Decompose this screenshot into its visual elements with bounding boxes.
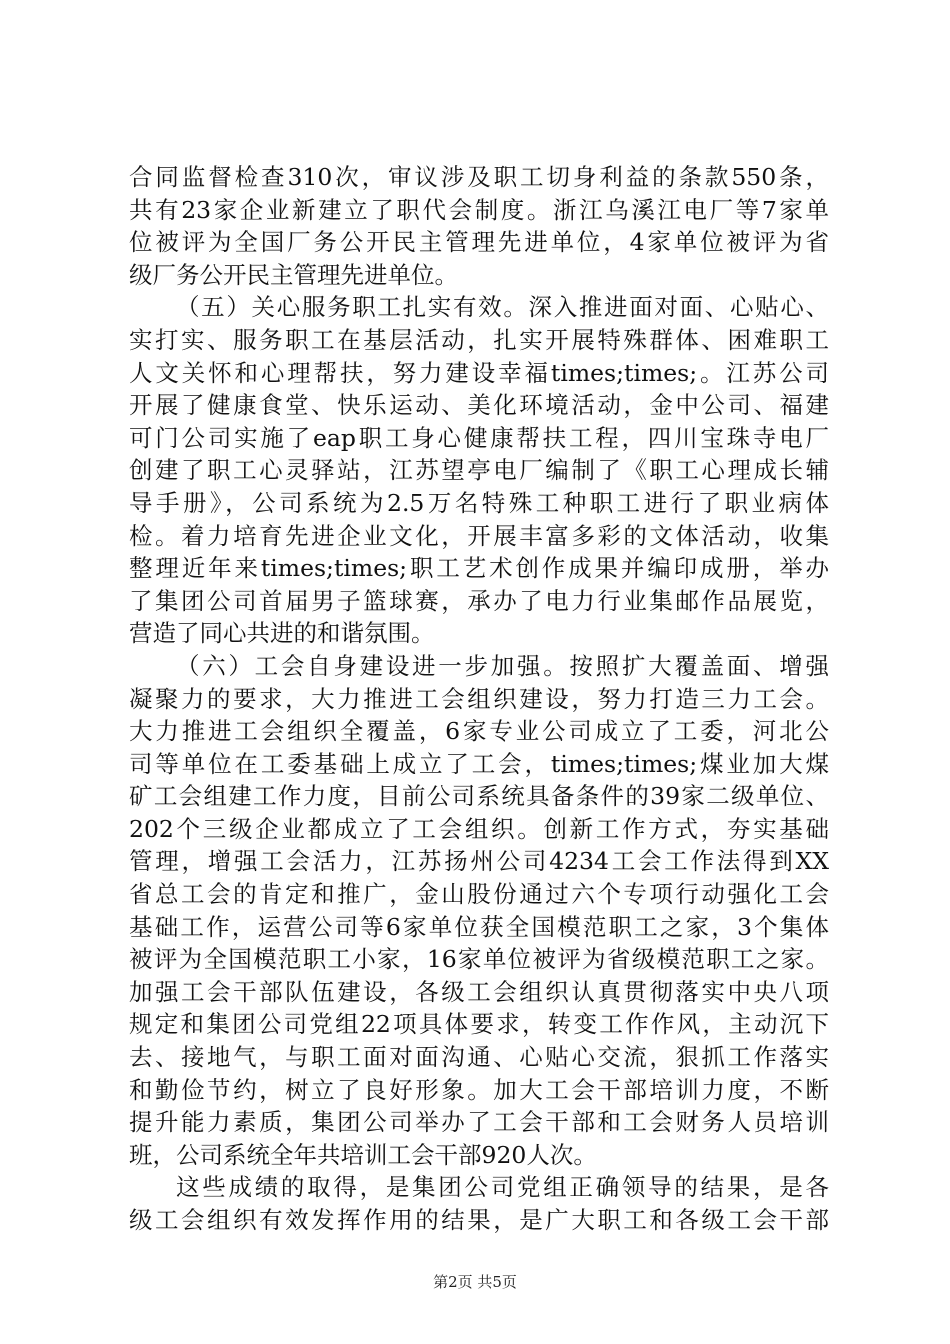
page-footer: 第2页 共5页 [433, 1273, 517, 1291]
paragraph-line: （六）工会自身建设进一步加强。按照扩大覆盖面、增强 [176, 651, 829, 680]
paragraph-line: 提升能力素质，集团公司举办了工会干部和工会财务人员培训 [129, 1108, 829, 1137]
paragraph-line: 凝聚力的要求，大力推进工会组织建设，努力打造三力工会。 [129, 684, 829, 713]
paragraph-line: 这些成绩的取得，是集团公司党组正确领导的结果，是各 [176, 1173, 829, 1202]
paragraph-line: 开展了健康食堂、快乐运动、美化环境活动，金中公司、福建 [129, 391, 829, 420]
paragraph-line: 管理，增强工会活力，江苏扬州公司4234工会工作法得到XX [129, 847, 829, 876]
paragraph-line: 班，公司系统全年共培训工会干部920人次。 [129, 1140, 597, 1169]
paragraph-line: 可门公司实施了eap职工身心健康帮扶工程，四川宝珠寺电厂 [129, 423, 829, 452]
paragraph [129, 1171, 829, 1236]
paragraph-line: 共有23家企业新建立了职代会制度。浙江乌溪江电厂等7家单 [129, 195, 829, 224]
paragraph-line: 人文关怀和心理帮扶，努力建设幸福times;times;。江苏公司 [129, 358, 829, 387]
paragraph-line: 基础工作，运营公司等6家单位获全国模范职工之家，3个集体 [129, 912, 829, 941]
paragraph-line: 省总工会的肯定和推广，金山股份通过六个专项行动强化工会 [129, 880, 829, 909]
paragraph-line: 级工会组织有效发挥作用的结果，是广大职工和各级工会干部 [129, 1206, 829, 1234]
paragraph [129, 291, 829, 650]
paragraph-line: 合同监督检查310次，审议涉及职工切身利益的条款550条， [129, 163, 829, 191]
paragraph-line: 检。着力培育先进企业文化，开展丰富多彩的文体活动，收集 [129, 521, 829, 550]
paragraph [129, 650, 829, 1172]
paragraph-line: 级厂务公开民主管理先进单位。 [129, 260, 458, 289]
paragraph-line: 实打实、服务职工在基层活动，扎实开展特殊群体、困难职工 [129, 325, 829, 354]
document-body [129, 161, 829, 1237]
paragraph [129, 161, 829, 291]
paragraph-line: 被评为全国模范职工小家，16家单位被评为省级模范职工之家。 [129, 945, 829, 974]
paragraph-line: （五）关心服务职工扎实有效。深入推进面对面、心贴心、 [176, 293, 829, 322]
paragraph-line: 规定和集团公司党组22项具体要求，转变工作作风，主动沉下 [129, 1010, 829, 1039]
paragraph-line: 矿工会组建工作力度，目前公司系统具备条件的39家二级单位、 [129, 782, 829, 811]
paragraph-line: 去、接地气，与职工面对面沟通、心贴心交流，狠抓工作落实 [129, 1043, 829, 1072]
paragraph-line: 位被评为全国厂务公开民主管理先进单位，4家单位被评为省 [129, 228, 829, 257]
paragraph-line: 202个三级企业都成立了工会组织。创新工作方式，夯实基础 [129, 814, 829, 843]
paragraph-line: 导手册》，公司系统为2.5万名特殊工种职工进行了职业病体 [129, 488, 829, 517]
paragraph-line: 大力推进工会组织全覆盖，6家专业公司成立了工委，河北公 [129, 717, 829, 746]
paragraph-line: 司等单位在工委基础上成立了工会，times;times;煤业加大煤 [129, 749, 829, 778]
paragraph-line: 加强工会干部队伍建设，各级工会组织认真贯彻落实中央八项 [129, 977, 829, 1006]
paragraph-line: 营造了同心共进的和谐氛围。 [129, 619, 435, 648]
paragraph-line: 了集团公司首届男子篮球赛，承办了电力行业集邮作品展览， [129, 586, 829, 615]
paragraph-line: 创建了职工心灵驿站，江苏望亭电厂编制了《职工心理成长辅 [129, 456, 829, 485]
paragraph-line: 和勤俭节约，树立了良好形象。加大工会干部培训力度，不断 [129, 1075, 829, 1104]
paragraph-line: 整理近年来times;times;职工艺术创作成果并编印成册，举办 [129, 554, 829, 583]
